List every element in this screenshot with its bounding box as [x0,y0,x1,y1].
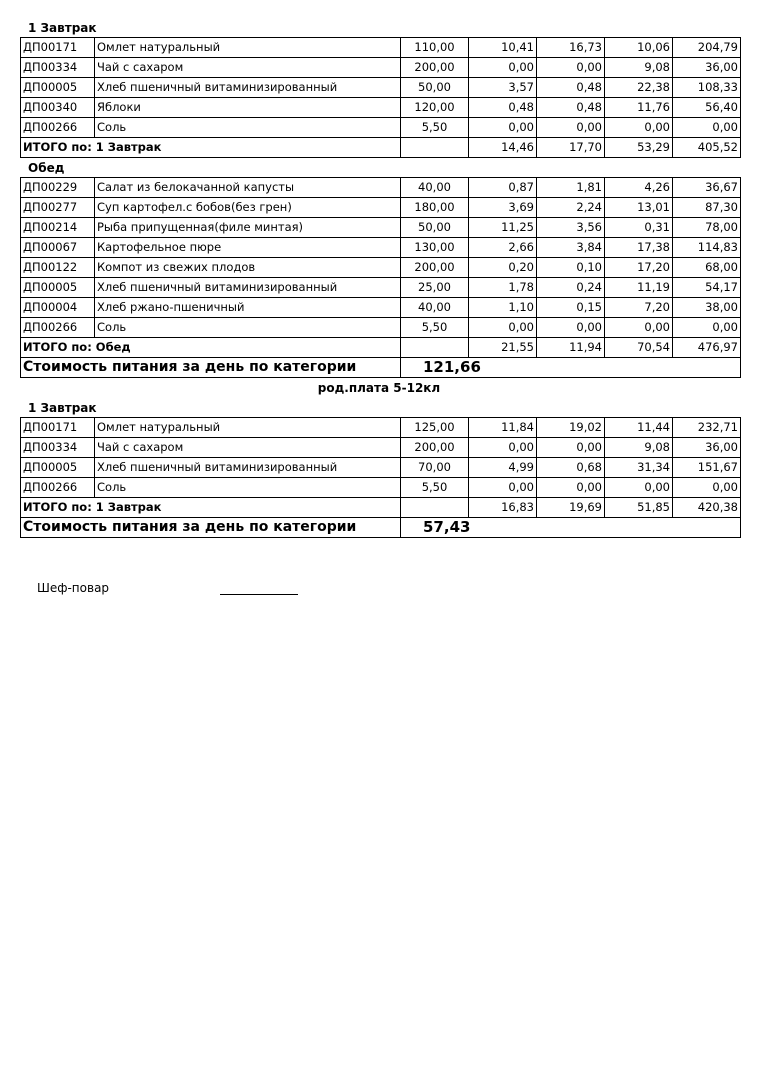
carbs-value: 31,34 [605,458,673,478]
fat-value: 16,73 [537,38,605,58]
total-protein: 21,55 [469,338,537,358]
dish-name: Хлеб пшеничный витаминизированный [95,458,401,478]
carbs-value: 0,00 [605,478,673,498]
calories-value: 36,00 [673,58,741,78]
daily-cost-label: Стоимость питания за день по категории [21,518,401,538]
dish-code: ДП00229 [21,178,95,198]
table-row [21,218,741,238]
category-heading: род.плата 5-12кл [317,381,441,395]
total-carbs: 51,85 [605,498,673,518]
dish-name: Хлеб пшеничный витаминизированный [95,78,401,98]
protein-value: 0,00 [469,438,537,458]
dish-name: Соль [95,118,401,138]
daily-cost-label: Стоимость питания за день по категории [21,358,401,378]
carbs-value: 0,31 [605,218,673,238]
section-title-breakfast-1: 1 Завтрак [28,21,97,35]
section-title-breakfast-2: 1 Завтрак [28,401,97,415]
daily-cost-value: 121,66 [401,358,741,378]
protein-value: 1,10 [469,298,537,318]
total-protein: 14,46 [469,138,537,158]
total-row [21,498,741,518]
dish-code: ДП00004 [21,298,95,318]
calories-value: 54,17 [673,278,741,298]
protein-value: 0,87 [469,178,537,198]
total-empty-cell [401,498,469,518]
menu-table-lunch [20,177,741,378]
total-calories: 420,38 [673,498,741,518]
table-row [21,278,741,298]
portion-weight: 130,00 [401,238,469,258]
table-row [21,458,741,478]
portion-weight: 50,00 [401,78,469,98]
portion-weight: 125,00 [401,418,469,438]
total-empty-cell [401,138,469,158]
fat-value: 3,84 [537,238,605,258]
fat-value: 0,68 [537,458,605,478]
calories-value: 0,00 [673,118,741,138]
dish-code: ДП00340 [21,98,95,118]
carbs-value: 10,06 [605,38,673,58]
dish-code: ДП00005 [21,78,95,98]
portion-weight: 200,00 [401,58,469,78]
dish-name: Омлет натуральный [95,38,401,58]
dish-name: Омлет натуральный [95,418,401,438]
protein-value: 10,41 [469,38,537,58]
section-title-lunch: Обед [28,161,65,175]
protein-value: 0,20 [469,258,537,278]
carbs-value: 11,19 [605,278,673,298]
fat-value: 0,00 [537,478,605,498]
total-row [21,338,741,358]
portion-weight: 120,00 [401,98,469,118]
portion-weight: 200,00 [401,258,469,278]
fat-value: 0,00 [537,118,605,138]
total-carbs: 70,54 [605,338,673,358]
fat-value: 1,81 [537,178,605,198]
protein-value: 0,00 [469,318,537,338]
dish-code: ДП00171 [21,38,95,58]
carbs-value: 9,08 [605,58,673,78]
dish-code: ДП00334 [21,58,95,78]
dish-name: Картофельное пюре [95,238,401,258]
table-row [21,418,741,438]
daily-cost-row [21,358,741,378]
dish-name: Хлеб ржано-пшеничный [95,298,401,318]
fat-value: 0,00 [537,318,605,338]
portion-weight: 110,00 [401,38,469,58]
total-label: ИТОГО по: 1 Завтрак [21,498,401,518]
total-empty-cell [401,338,469,358]
calories-value: 87,30 [673,198,741,218]
carbs-value: 17,38 [605,238,673,258]
total-carbs: 53,29 [605,138,673,158]
table-row [21,178,741,198]
portion-weight: 180,00 [401,198,469,218]
table-row [21,118,741,138]
total-fat: 17,70 [537,138,605,158]
dish-code: ДП00005 [21,458,95,478]
calories-value: 38,00 [673,298,741,318]
carbs-value: 17,20 [605,258,673,278]
dish-name: Рыба припущенная(филе минтая) [95,218,401,238]
calories-value: 0,00 [673,478,741,498]
dish-code: ДП00171 [21,418,95,438]
dish-name: Соль [95,318,401,338]
protein-value: 0,00 [469,58,537,78]
carbs-value: 7,20 [605,298,673,318]
menu-table-breakfast-1 [20,37,741,158]
dish-code: ДП00266 [21,478,95,498]
dish-name: Компот из свежих плодов [95,258,401,278]
protein-value: 0,00 [469,478,537,498]
dish-code: ДП00266 [21,318,95,338]
total-label: ИТОГО по: 1 Завтрак [21,138,401,158]
table-row [21,198,741,218]
calories-value: 204,79 [673,38,741,58]
portion-weight: 40,00 [401,298,469,318]
carbs-value: 11,44 [605,418,673,438]
portion-weight: 5,50 [401,118,469,138]
carbs-value: 4,26 [605,178,673,198]
fat-value: 3,56 [537,218,605,238]
portion-weight: 25,00 [401,278,469,298]
protein-value: 11,84 [469,418,537,438]
total-row [21,138,741,158]
portion-weight: 5,50 [401,478,469,498]
portion-weight: 40,00 [401,178,469,198]
chef-signature-label: Шеф-повар [37,581,110,595]
table-row [21,98,741,118]
dish-name: Хлеб пшеничный витаминизированный [95,278,401,298]
calories-value: 36,00 [673,438,741,458]
protein-value: 1,78 [469,278,537,298]
table-row [21,318,741,338]
table-row [21,238,741,258]
calories-value: 0,00 [673,318,741,338]
portion-weight: 50,00 [401,218,469,238]
total-protein: 16,83 [469,498,537,518]
fat-value: 0,00 [537,58,605,78]
table-row [21,438,741,458]
dish-name: Чай с сахаром [95,58,401,78]
total-fat: 11,94 [537,338,605,358]
dish-code: ДП00214 [21,218,95,238]
dish-name: Соль [95,478,401,498]
total-fat: 19,69 [537,498,605,518]
daily-cost-row [21,518,741,538]
dish-name: Салат из белокачанной капусты [95,178,401,198]
table-row [21,298,741,318]
protein-value: 4,99 [469,458,537,478]
portion-weight: 5,50 [401,318,469,338]
protein-value: 2,66 [469,238,537,258]
signature-line [220,594,298,595]
carbs-value: 11,76 [605,98,673,118]
calories-value: 56,40 [673,98,741,118]
carbs-value: 9,08 [605,438,673,458]
fat-value: 0,48 [537,98,605,118]
dish-code: ДП00067 [21,238,95,258]
calories-value: 151,67 [673,458,741,478]
dish-code: ДП00005 [21,278,95,298]
calories-value: 36,67 [673,178,741,198]
protein-value: 0,48 [469,98,537,118]
total-calories: 476,97 [673,338,741,358]
carbs-value: 0,00 [605,118,673,138]
total-label: ИТОГО по: Обед [21,338,401,358]
carbs-value: 13,01 [605,198,673,218]
protein-value: 11,25 [469,218,537,238]
calories-value: 108,33 [673,78,741,98]
dish-name: Яблоки [95,98,401,118]
carbs-value: 22,38 [605,78,673,98]
portion-weight: 70,00 [401,458,469,478]
table-row [21,78,741,98]
portion-weight: 200,00 [401,438,469,458]
dish-name: Суп картофел.с бобов(без грен) [95,198,401,218]
protein-value: 3,57 [469,78,537,98]
menu-table-breakfast-2 [20,417,741,538]
daily-cost-value: 57,43 [401,518,741,538]
table-row [21,58,741,78]
calories-value: 78,00 [673,218,741,238]
dish-code: ДП00122 [21,258,95,278]
dish-code: ДП00334 [21,438,95,458]
carbs-value: 0,00 [605,318,673,338]
table-row [21,478,741,498]
calories-value: 232,71 [673,418,741,438]
fat-value: 0,48 [537,78,605,98]
table-row [21,258,741,278]
fat-value: 2,24 [537,198,605,218]
dish-code: ДП00277 [21,198,95,218]
total-calories: 405,52 [673,138,741,158]
fat-value: 19,02 [537,418,605,438]
dish-code: ДП00266 [21,118,95,138]
calories-value: 114,83 [673,238,741,258]
fat-value: 0,24 [537,278,605,298]
protein-value: 3,69 [469,198,537,218]
fat-value: 0,15 [537,298,605,318]
table-row [21,38,741,58]
fat-value: 0,00 [537,438,605,458]
calories-value: 68,00 [673,258,741,278]
fat-value: 0,10 [537,258,605,278]
dish-name: Чай с сахаром [95,438,401,458]
protein-value: 0,00 [469,118,537,138]
